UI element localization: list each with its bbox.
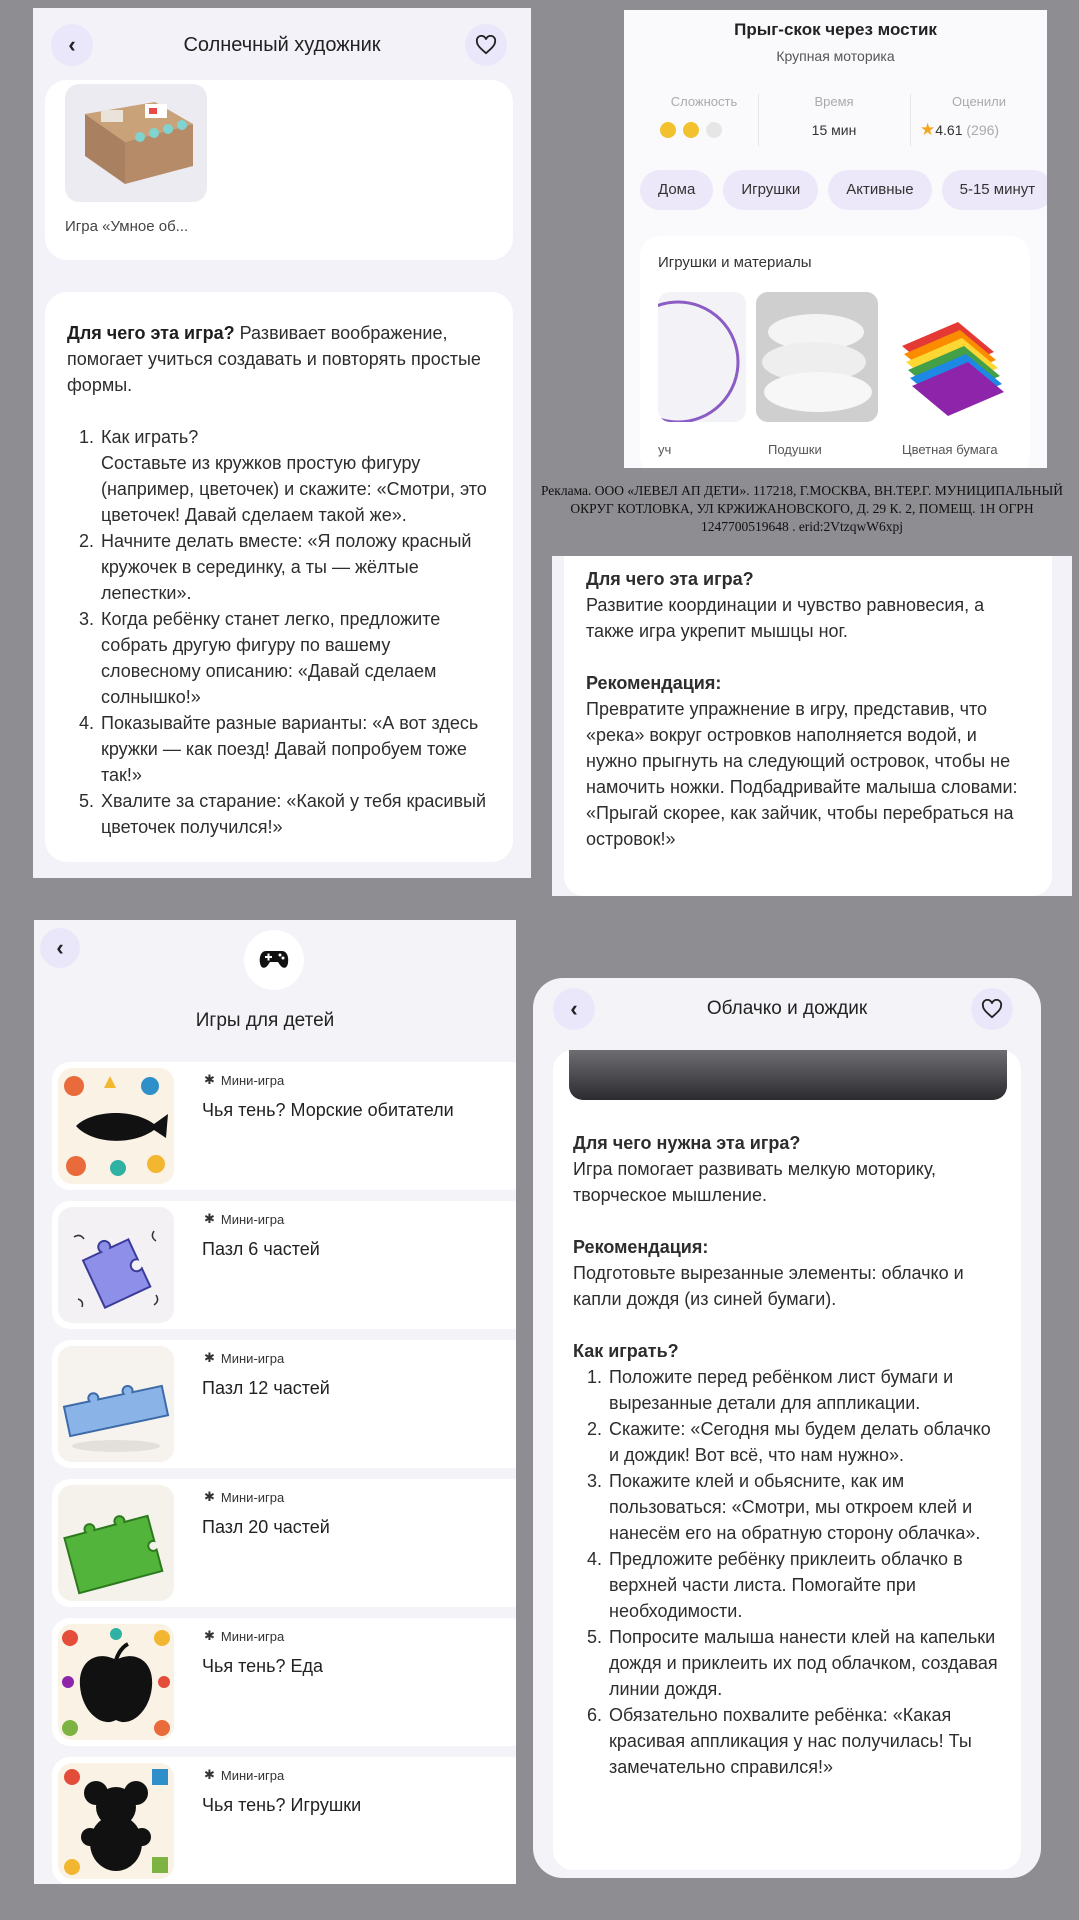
purpose-title: Для чего нужна эта игра? [573, 1133, 801, 1153]
rating-value: ★4.61 (296) [920, 120, 1000, 139]
materials-title: Игрушки и материалы [658, 254, 812, 271]
puzzle-icon: ✱ [204, 1350, 215, 1365]
game-preview-card[interactable] [45, 80, 513, 260]
list-item: 5. Попросите малыша нанести клей на капельки дождя и приклеить их под облачком, создавая линии дождя. [607, 1624, 1003, 1702]
game-thumbnail [58, 1763, 174, 1879]
material-label: уч [658, 442, 672, 457]
material-label: Подушки [768, 442, 822, 457]
game-image [65, 84, 207, 202]
game-card[interactable] [52, 1062, 516, 1190]
steps-list [67, 424, 491, 840]
material-item-hoop[interactable] [658, 292, 746, 422]
howto-title: Как играть? [573, 1341, 679, 1361]
material-item-pillows[interactable] [756, 292, 878, 422]
list-item: 3. Покажите клей и обьясните, как им пользоваться: «Смотри, мы откроем клей и нанесём его на обратную сторону облачка». [607, 1468, 1003, 1546]
chip-active[interactable]: Активные [828, 170, 931, 210]
page-subtitle: Крупная моторика [776, 48, 895, 64]
page-title: Солнечный художник [183, 34, 381, 56]
game-card[interactable] [52, 1201, 516, 1329]
gamepad-icon [244, 930, 304, 990]
chevron-left-icon: ‹ [56, 935, 64, 960]
puzzle-icon: ✱ [204, 1072, 215, 1087]
chevron-left-icon: ‹ [570, 996, 578, 1021]
mini-game-badge: ✱ Мини-игра [204, 1350, 285, 1366]
mini-game-badge: ✱ Мини-игра [204, 1072, 285, 1088]
purpose-label: Для чего эта игра? [67, 323, 235, 343]
list-item: 1. Положите перед ребёнком лист бумаги и вырезанные детали для аппликации. [607, 1364, 1003, 1416]
game-thumbnail [58, 1624, 174, 1740]
stat-value-time: 15 мин [811, 122, 857, 138]
panel-sunny-artist [33, 8, 531, 878]
game-title: Пазл 6 частей [202, 1239, 320, 1259]
game-image [569, 1050, 1007, 1100]
game-thumbnail [58, 1485, 174, 1601]
list-item: 4. Показывайте разные варианты: «А вот здесь кружки — как поезд! Давай попробуем тоже так!» [99, 710, 491, 788]
game-caption: Игра «Умное об... [65, 218, 189, 235]
chip-home[interactable]: Дома [640, 170, 713, 210]
game-card[interactable] [52, 1340, 516, 1468]
recommendation-title: Рекомендация: [573, 1237, 709, 1257]
panel-bridge-description [552, 556, 1072, 896]
mini-game-badge: ✱ Мини-игра [204, 1489, 285, 1505]
game-title: Пазл 20 частей [202, 1517, 330, 1537]
difficulty-dots [660, 122, 729, 143]
game-title: Пазл 12 частей [202, 1378, 330, 1398]
game-card[interactable] [52, 1757, 516, 1884]
stats-row [624, 94, 1047, 154]
game-thumbnail [58, 1068, 174, 1184]
materials-card [640, 236, 1030, 468]
purpose-text: Развитие координации и чувство равновесия, а также игра укрепит мышцы ног. [586, 595, 985, 641]
panel-cloud-rain [533, 978, 1041, 1878]
description-card [564, 556, 1052, 896]
back-button[interactable] [40, 928, 80, 968]
star-icon: ★ [920, 120, 936, 139]
description-card [45, 292, 513, 862]
game-card[interactable] [52, 1479, 516, 1607]
steps-list [573, 1364, 1003, 1780]
heart-icon [981, 999, 1003, 1019]
recommendation-title: Рекомендация: [586, 673, 722, 693]
rating-count: (296) [966, 122, 1000, 138]
puzzle-icon: ✱ [204, 1628, 215, 1643]
page-title: Прыг-скок через мостик [734, 20, 937, 39]
panel-hop-bridge [624, 10, 1047, 468]
list-item: 1. Как играть? Составьте из кружков простую фигуру (например, цветочек) и скажите: «Смотри, это цветочек! Давай сделаем такой же». [99, 424, 491, 528]
purpose-text: Игра помогает развивать мелкую моторику, творческое мышление. [573, 1159, 937, 1205]
stat-label-difficulty: Сложность [670, 94, 738, 109]
heart-icon [475, 35, 497, 55]
ad-disclaimer: Реклама. ООО «ЛЕВЕЛ АП ДЕТИ». 117218, Г.МОСКВА, ВН.ТЕР.Г. МУНИЦИПАЛЬНЫЙ ОКРУГ КОТЛОВКА, УЛ КРЖИЖАНОВСКОГО, Д. 29 К. 2, ПОМЕЩ. 1Н ОГРН 1247700519648 . erid:2VtzqwW6xpj [540, 483, 1064, 534]
tag-chips [640, 170, 1047, 210]
game-thumbnail [58, 1346, 174, 1462]
mini-game-badge: ✱ Мини-игра [204, 1211, 285, 1227]
recommendation-text: Превратите упражнение в игру, представив, что «река» вокруг островков наполняется водой, и нужно прыгнуть на следующий островок, чтобы не намочить ножки. Подбадривайте малыша словами: «Прыгай скорее, как зайчик, чтобы перебраться на островок!» [586, 699, 1018, 849]
page-title: Облачко и дождик [706, 998, 868, 1019]
description-card [553, 1050, 1021, 1870]
material-item-colored-paper[interactable] [888, 292, 1010, 422]
list-item: 3. Когда ребёнку станет легко, предложите собрать другую фигуру по вашему словесному описанию: «Давай сделаем солнышко!» [99, 606, 491, 710]
favorite-button[interactable] [971, 988, 1013, 1030]
mini-game-badge: ✱ Мини-игра [204, 1767, 285, 1783]
list-item: 4. Предложите ребёнку приклеить облачко в верхней части листа. Помогайте при необходимости. [607, 1546, 1003, 1624]
chevron-left-icon: ‹ [68, 32, 76, 57]
purpose-text: Развивает воображение, помогает учиться создавать и повторять простые формы. [67, 323, 481, 395]
recommendation-text: Подготовьте вырезанные элементы: облачко и капли дождя (из синей бумаги). [573, 1263, 964, 1309]
game-card[interactable] [52, 1618, 516, 1746]
chip-toys[interactable]: Игрушки [723, 170, 818, 210]
chip-duration[interactable]: 5-15 минут [942, 170, 1047, 210]
game-title: Чья тень? Еда [202, 1656, 324, 1676]
game-title: Чья тень? Морские обитатели [202, 1100, 454, 1120]
purpose-paragraph [67, 320, 491, 398]
game-title: Чья тень? Игрушки [202, 1795, 362, 1815]
stat-label-time: Время [814, 94, 854, 109]
mini-game-badge: ✱ Мини-игра [204, 1628, 285, 1644]
puzzle-icon: ✱ [204, 1211, 215, 1226]
page-title: Игры для детей [195, 1010, 335, 1031]
list-item: 2. Начните делать вместе: «Я положу красный кружочек в серединку, а ты — жёлтые лепестки». [99, 528, 491, 606]
puzzle-icon: ✱ [204, 1767, 215, 1782]
purpose-title: Для чего эта игра? [586, 569, 754, 589]
stat-label-rating: Оценили [952, 94, 1006, 109]
favorite-button[interactable] [465, 24, 507, 66]
material-label: Цветная бумага [902, 442, 998, 457]
panel-kids-games [34, 920, 516, 1884]
list-item: 6. Обязательно похвалите ребёнка: «Какая красивая аппликация у нас получилась! Ты замечательно справился!» [607, 1702, 1003, 1780]
list-item: 5. Хвалите за старание: «Какой у тебя красивый цветочек получился!» [99, 788, 491, 840]
game-thumbnail [58, 1207, 174, 1323]
puzzle-icon: ✱ [204, 1489, 215, 1504]
list-item: 2. Скажите: «Сегодня мы будем делать облачко и дождик! Вот всё, что нам нужно». [607, 1416, 1003, 1468]
